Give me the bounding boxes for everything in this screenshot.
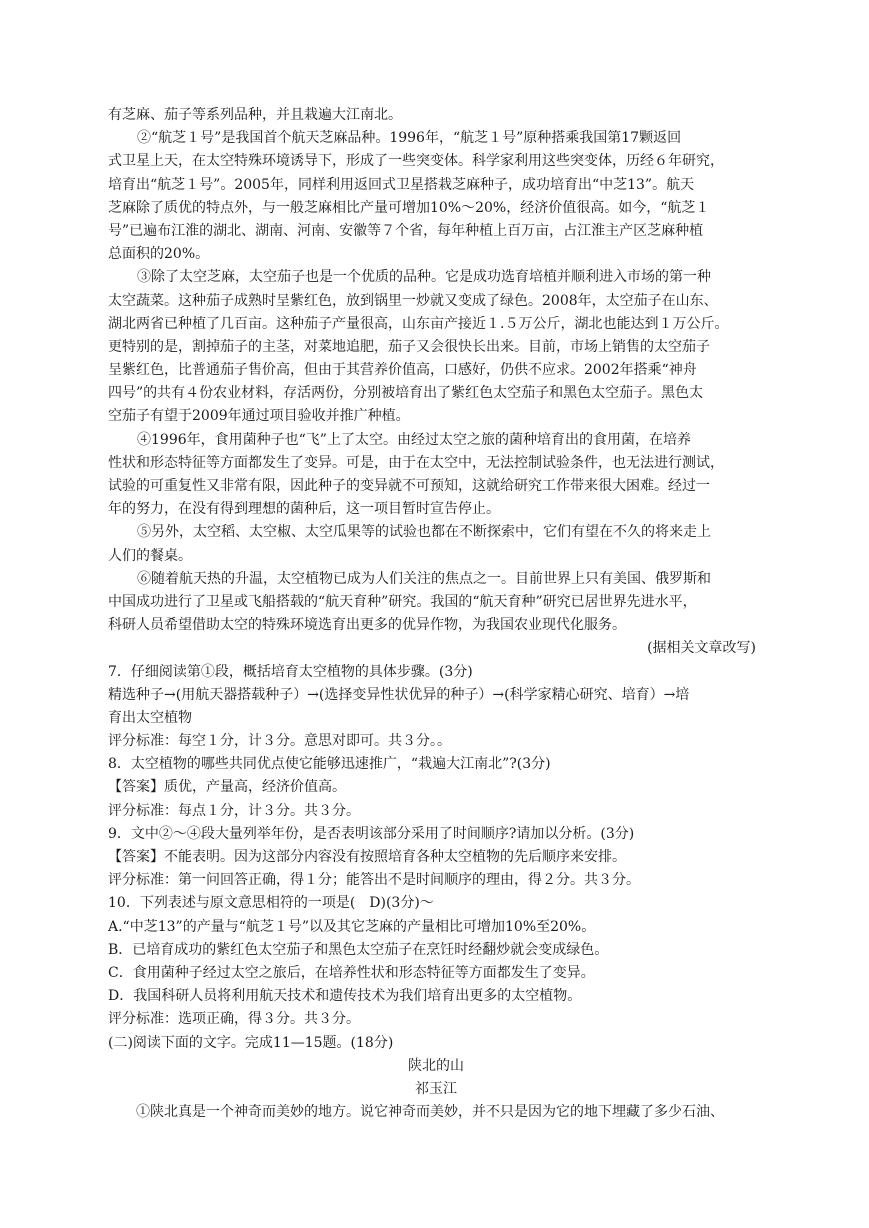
scoring-10: 评分标准：选项正确，得３分。共３分。 [108,1011,360,1028]
text-line: 中国成功进行了卫星或飞船搭载的“航天育种”研究。我国的“航天育种”研究已居世界先进水平， [108,593,697,610]
text-line: 湖北两省已种植了几百亩。这种茄子产量很高，山东亩产接近１.５万公斤，湖北也能达到１万公斤。 [108,315,729,332]
document-page [108,104,764,1124]
text-line: 年的努力，在没有得到理想的菌种后，这一项目暂时宣告停止。 [108,501,500,518]
essay-title: 陕北的山 [408,1057,464,1074]
answer-7-line: 精选种子→(用航天器搭载种子）→(选择变异性状优异的种子）→(科学家精心研究、培育）→培 [108,686,690,703]
text-line: 人们的餐桌。 [108,547,192,564]
answer-7-line: 育出太空植物 [108,709,192,726]
option-d: D．我国科研人员将利用航天技术和遗传技术为我们培育出更多的太空植物。 [108,988,582,1005]
text-line: 芝麻除了质优的特点外，与一般芝麻相比产量可增加10%～20%，经济价值很高。如今，“航芝１ [108,199,710,216]
text-line: ⑤另外，太空稻、太空椒、太空瓜果等的试验也都在不断探索中，它们有望在不久的将来走上 [137,524,711,541]
text-line: 试验的可重复性又非常有限，因此种子的变异就不可预知，这就给研究工作带来很大困难。经过一 [108,478,710,494]
paragraph-6 [108,568,764,638]
scoring-7: 评分标准：每空１分，计３分。意思对即可。共３分。。 [108,733,451,750]
text-line: 性状和形态特征等方面都发生了变异。可是，由于在太空中，无法控制试验条件，也无法进行测试， [108,454,724,471]
text-line: 太空蔬菜。这种茄子成熟时呈紫红色，放到锅里一炒就又变成了绿色。2008年，太空茄子在山东、 [108,292,718,309]
option-b: B．已培育成功的紫红色太空茄子和黑色太空茄子在烹饪时经翻炒就会变成绿色。 [108,941,609,958]
paragraph-1-tail: 有芝麻、茄子等系列品种，并且栽遍大江南北。 [108,107,402,123]
paragraph-4 [108,429,764,522]
text-line: 科研人员希望借助太空的特殊环境选育出更多的优异作物，为我国农业现代化服务。 [108,617,626,634]
paragraph-5 [108,521,764,567]
question-9: 9．文中②～④段大量列举年份，是否表明该部分采用了时间顺序?请加以分析。(3分) [108,825,635,842]
question-7: 7．仔细阅读第①段，概括培育太空植物的具体步骤。(3分) [108,663,473,680]
text-line: ④1996年，食用菌种子也“飞”上了太空。由经过太空之旅的菌种培育出的食用菌，在培养 [137,431,691,448]
text-line: 更特别的是，割掉茄子的主茎，对菜地追肥，茄子又会很快长出来。目前，市场上销售的太空茄子 [108,338,710,355]
text-line: ③除了太空芝麻，太空茄子也是一个优质的品种。它是成功选育培植并顺利进入市场的第一种 [137,269,711,286]
text-line: 呈紫红色，比普通茄子售价高，但由于其营养价值高，口感好，仍供不应求。2002年搭乘“神舟 [108,362,697,379]
text-line: 总面积的20%。 [108,246,210,263]
answer-9: 【答案】不能表明。因为这部分内容没有按照培育各种太空植物的先后顺序来安排。 [108,849,626,865]
text-line: ⑥随着航天热的升温，太空植物已成为人们关注的焦点之一。目前世界上只有美国、俄罗斯和 [137,570,711,587]
text-line: 空茄子有望于2009年通过项目验收并推广种植。 [108,408,410,425]
option-c: C．食用菌种子经过太空之旅后，在培养性状和形态特征等方面都发生了变异。 [108,964,595,981]
scoring-8: 评分标准：每点１分，计３分。共３分。 [108,802,360,819]
question-10: 10．下列表述与原文意思相符的一项是( D)(3分)～ [108,895,434,912]
section-heading: (二)阅读下面的文字。完成11—15题。(18分) [108,1034,394,1051]
option-a: A.“中芝13”的产量与“航芝１号”以及其它芝麻的产量相比可增加10%至20%。 [108,918,596,935]
paragraph-2 [108,127,764,266]
essay-paragraph-1: ①陕北真是一个神奇而美妙的地方。说它神奇而美妙，并不只是因为它的地下埋藏了多少石油、 [136,1104,724,1121]
paragraph-3 [108,266,764,428]
text-line: 号”已遍布江淮的湖北、湖南、河南、安徽等７个省，每年种植上百万亩，占江淮主产区芝麻种植 [108,222,704,239]
text-line: 培育出“航芝１号”。2005年，同样利用返回式卫星搭栽芝麻种子，成功培育出“中芝13”。航天 [108,176,695,193]
text-line: 四号”的共有４份农业材料，存活两份，分别被培育出了紫红色太空茄子和黑色太空茄子。黑色太 [108,385,704,402]
answer-8: 【答案】质优，产量高，经济价值高。 [108,779,346,796]
essay-author: 祁玉江 [415,1080,457,1097]
text-line: ②“航芝１号”是我国首个航天芝麻品种。1996年，“航芝１号”原种搭乘我国第17颗返回 [137,130,682,147]
scoring-9: 评分标准：第一问回答正确，得１分；能答出不是时间顺序的理由，得２分。共３分。 [108,872,640,889]
question-8: 8．太空植物的哪些共同优点使它能够迅速推广，“栽遍大江南北”?(3分) [108,756,551,773]
source-note: (据相关文章改写) [647,640,756,657]
text-line: 式卫星上天，在太空特殊环境诱导下，形成了一些突变体。科学家利用这些突变体，历经６年研究， [108,153,724,170]
